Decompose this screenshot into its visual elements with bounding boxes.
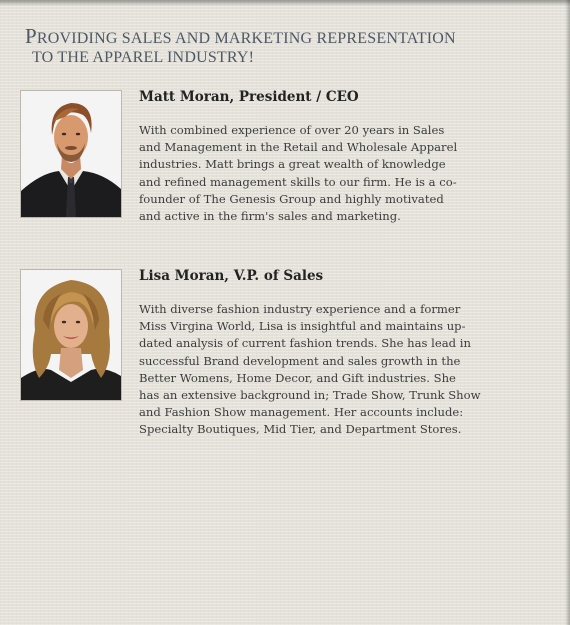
- page-title-line-1: [25, 24, 545, 48]
- bio-line: and active in the firm's sales and marketing.: [139, 209, 401, 224]
- woman-portrait-photo: [21, 270, 121, 400]
- bio-line: Better Womens, Home Decor, and Gift industries. She: [139, 370, 456, 385]
- bio-line: and refined management skills to our firm. He is a co-: [139, 174, 457, 189]
- top-edge-shadow: [0, 0, 570, 6]
- profile-photo: [20, 269, 122, 401]
- person-name: Matt Moran, President / CEO: [139, 89, 359, 105]
- right-edge-shadow: [565, 0, 570, 625]
- bio-line: With diverse fashion industry experience and a former: [139, 302, 461, 316]
- bio-line: has an extensive background in; Trade Show, Trunk Show: [139, 388, 481, 403]
- bio-line: Specialty Boutiques, Mid Tier, and Department Stores.: [139, 422, 462, 437]
- person-bio: [139, 122, 501, 225]
- bio-line: and Fashion Show management. Her accounts include:: [139, 405, 464, 420]
- bio-line: successful Brand development and sales growth in the: [139, 353, 461, 368]
- person-name: Lisa Moran, V.P. of Sales: [139, 268, 324, 284]
- page-title-initial: P: [25, 24, 37, 48]
- profile-photo: [20, 90, 122, 218]
- bio-line: industries. Matt brings a great wealth of knowledge: [139, 157, 446, 172]
- person-bio: [139, 301, 505, 439]
- man-portrait-photo: [21, 91, 121, 217]
- bio-line: founder of The Genesis Group and highly motivated: [139, 191, 444, 206]
- bio-line: Miss Virgina World, Lisa is insightful and maintains up-: [139, 319, 466, 334]
- bio-line: and Management in the Retail and Wholesale Apparel: [139, 140, 458, 155]
- page-title-line-1-text: ROVIDING SALES AND MARKETING REPRESENTATION: [36, 30, 456, 47]
- page-title: [25, 24, 545, 67]
- bio-line: dated analysis of current fashion trends. She has lead in: [139, 336, 471, 351]
- page-title-line-2: TO THE APPAREL INDUSTRY!: [32, 49, 255, 66]
- bio-line: With combined experience of over 20 years in Sales: [139, 123, 445, 137]
